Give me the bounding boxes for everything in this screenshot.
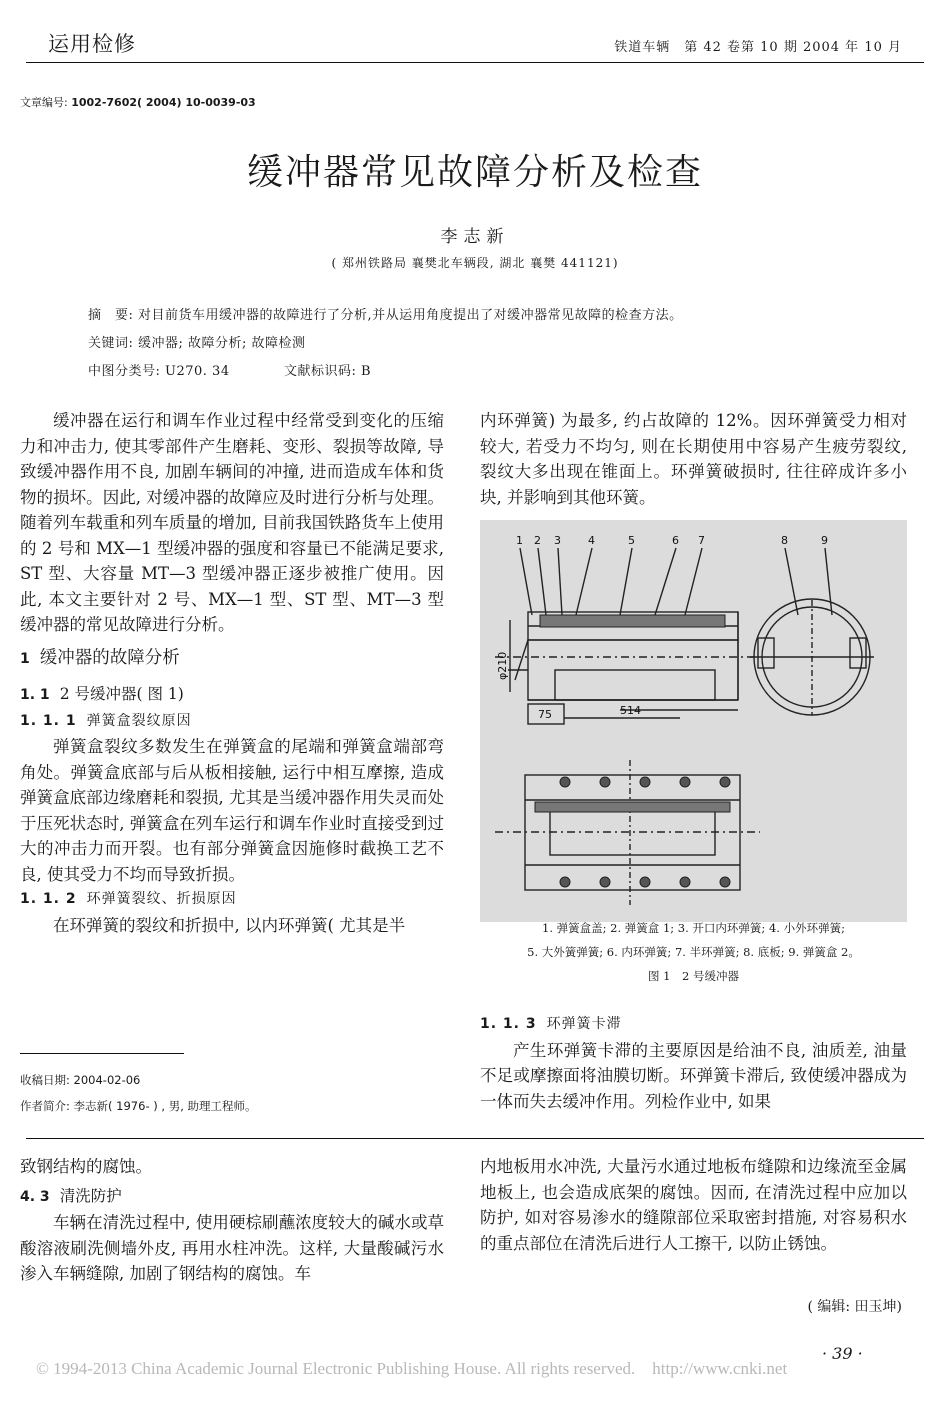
- paragraph-4-3-continued: 内地板用水冲洗, 大量污水通过地板布缝隙和边缘流至金属地板上, 也会造成底架的腐蚀。因而, 在清洗过程中应加以防护, 如对容易渗水的缝隙部位采取密封措施, 对容易积水的重点部位在清洗后进行人工擦干, 以防止锈蚀。: [480, 1157, 907, 1253]
- bottom-right-column: [480, 1154, 907, 1256]
- page-split-rule: [26, 1138, 924, 1139]
- callout-7: 7: [698, 534, 705, 547]
- section-label: 运用检修: [48, 32, 136, 56]
- paragraph-1-1-2: 在环弹簧的裂纹和折损中, 以内环弹簧( 尤其是半: [53, 915, 406, 935]
- subsubsection-title: 弹簧盒裂纹原因: [86, 712, 192, 729]
- subsubsection-number: 1. 1. 2: [20, 891, 77, 907]
- subsubsection-heading-1-1-2: [20, 887, 444, 913]
- subsection-heading-4-3: [20, 1184, 444, 1211]
- callout-2: 2: [534, 534, 541, 547]
- callout-1: 1: [516, 534, 523, 547]
- dim-514: 514: [620, 704, 641, 717]
- article-number-value: 1002-7602( 2004) 10-0039-03: [71, 96, 256, 109]
- affiliation: ( 郑州铁路局 襄樊北车辆段, 湖北 襄樊 441121): [331, 256, 619, 270]
- page-number: · 39 ·: [822, 1344, 863, 1363]
- section-title: 缓冲器的故障分析: [39, 647, 180, 668]
- callout-5: 5: [628, 534, 635, 547]
- paragraph-continued: 致钢结构的腐蚀。: [20, 1157, 152, 1176]
- subsubsection-heading-1-1-1: [20, 709, 444, 735]
- subsection-number: 4. 3: [20, 1188, 50, 1205]
- paragraph-1-1-2-continued: 内环弹簧) 为最多, 约占故障的 12%。因环弹簧受力相对较大, 若受力不均匀, 则在长期使用中容易产生疲劳裂纹, 裂纹大多出现在锥面上。环弹簧破损时, 往往碎成许多小块, 并影响到其他环簧。: [480, 411, 907, 507]
- article-number: [20, 94, 256, 110]
- subsection-number: 1. 1: [20, 687, 50, 703]
- section-heading-1: [20, 646, 444, 673]
- right-column-top: [480, 408, 907, 510]
- journal-info: 铁道车辆 第 42 卷第 10 期 2004 年 10 月: [614, 40, 902, 55]
- subsection-title: 清洗防护: [59, 1186, 122, 1205]
- subsubsection-number: 1. 1. 3: [480, 1016, 537, 1032]
- section-number: 1: [20, 650, 30, 667]
- subsubsection-heading-1-1-3: [480, 1012, 907, 1038]
- subsubsection-title: 环弹簧卡滞: [546, 1016, 622, 1032]
- buffer-drawing: [480, 520, 907, 922]
- subsection-title: 2 号缓冲器( 图 1): [59, 685, 184, 703]
- right-column-bottom: [480, 1012, 907, 1114]
- classification: 中图分类号: U270. 34: [88, 364, 230, 379]
- callout-8: 8: [781, 534, 788, 547]
- callout-6: 6: [672, 534, 679, 547]
- paragraph-1-1-3: 产生环弹簧卡滞的主要原因是给油不良, 油质差, 油量不足或摩擦面将油膜切断。环弹簧卡滞后, 致使缓冲器成为一体而失去缓冲作用。列检作业中, 如果: [480, 1040, 907, 1111]
- figure-caption: 图 1 2 号缓冲器: [648, 969, 739, 983]
- figure-legend-line-2: 5. 大外簧弹簧; 6. 内环弹簧; 7. 半环弹簧; 8. 底板; 9. 弹簧盒 2。: [527, 945, 860, 959]
- subsubsection-title: 环弹簧裂纹、折损原因: [86, 891, 237, 907]
- figure-1: [480, 520, 907, 922]
- left-column: [20, 408, 444, 938]
- callout-4: 4: [588, 534, 595, 547]
- doc-code: 文献标识码: B: [284, 364, 372, 379]
- callout-3: 3: [554, 534, 561, 547]
- dim-75: 75: [538, 708, 552, 721]
- footnote-rule: [20, 1053, 184, 1054]
- subsection-heading-1-1: [20, 682, 444, 709]
- abstract: 摘 要: 对目前货车用缓冲器的故障进行了分析,并从运用角度提出了对缓冲器常见故障的检查方法。: [88, 308, 683, 323]
- paper-title: 缓冲器常见故障分析及检查: [246, 152, 703, 193]
- intro-paragraph: 缓冲器在运行和调车作业过程中经常受到变化的压缩力和冲击力, 使其零部件产生磨耗、变形、裂损等故障, 导致缓冲器作用不良, 加剧车辆间的冲撞, 进而造成车体和货物的损坏。因此, 对缓冲器的故障应及时进行分析与处理。随着列车载重和列车质量的增加, 目前我国铁路货车上使用的 2 号和 MX—1 型缓冲器的强度和容量已不能满足要求, ST 型、大容量 MT—3 型缓冲器正逐步被推广使用。因此, 本文主要针对 2 号、MX—1 型、ST 型、MT—3 型缓冲器的常见故障进行分析。: [20, 411, 444, 634]
- received-date: 收稿日期: 2004-02-06: [20, 1073, 141, 1087]
- paragraph-1-1-1: 弹簧盒裂纹多数发生在弹簧盒的尾端和弹簧盒端部弯角处。弹簧盒底部与后从板相接触, 运行中相互摩擦, 造成弹簧盒底部边缘磨耗和裂损, 尤其是当缓冲器作用失灵而处于压死状态时, 弹簧盒在列车运行和调车作业时直接受到过大的冲击力而开裂。也有部分弹簧盒因施修时截换工艺不良, 使其受力不均而导致折损。: [20, 737, 444, 884]
- callout-9: 9: [821, 534, 828, 547]
- paragraph-4-3: 车辆在清洗过程中, 使用硬棕刷蘸浓度较大的碱水或草酸溶液刷洗侧墙外皮, 再用水柱冲洗。这样, 大量酸碱污水渗入车辆缝隙, 加剧了钢结构的腐蚀。车: [20, 1213, 444, 1283]
- header-rule: [26, 62, 924, 63]
- author: 李志新: [440, 227, 510, 247]
- article-number-label: 文章编号:: [20, 96, 68, 109]
- figure-legend-line-1: 1. 弹簧盒盖; 2. 弹簧盒 1; 3. 开口内环弹簧; 4. 小外环弹簧;: [542, 921, 845, 935]
- copyright-watermark: © 1994-2013 China Academic Journal Electronic Publishing House. All rights reserved. http://www.cnki.net: [36, 1359, 788, 1378]
- author-bio: 作者简介: 李志新( 1976- ) , 男, 助理工程师。: [20, 1099, 257, 1113]
- dim-diameter: φ210: [496, 651, 509, 680]
- subsubsection-number: 1. 1. 1: [20, 712, 77, 729]
- bottom-left-column: [20, 1154, 444, 1287]
- keywords: 关键词: 缓冲器; 故障分析; 故障检测: [88, 336, 306, 351]
- editor-note: ( 编辑: 田玉坤): [807, 1299, 902, 1315]
